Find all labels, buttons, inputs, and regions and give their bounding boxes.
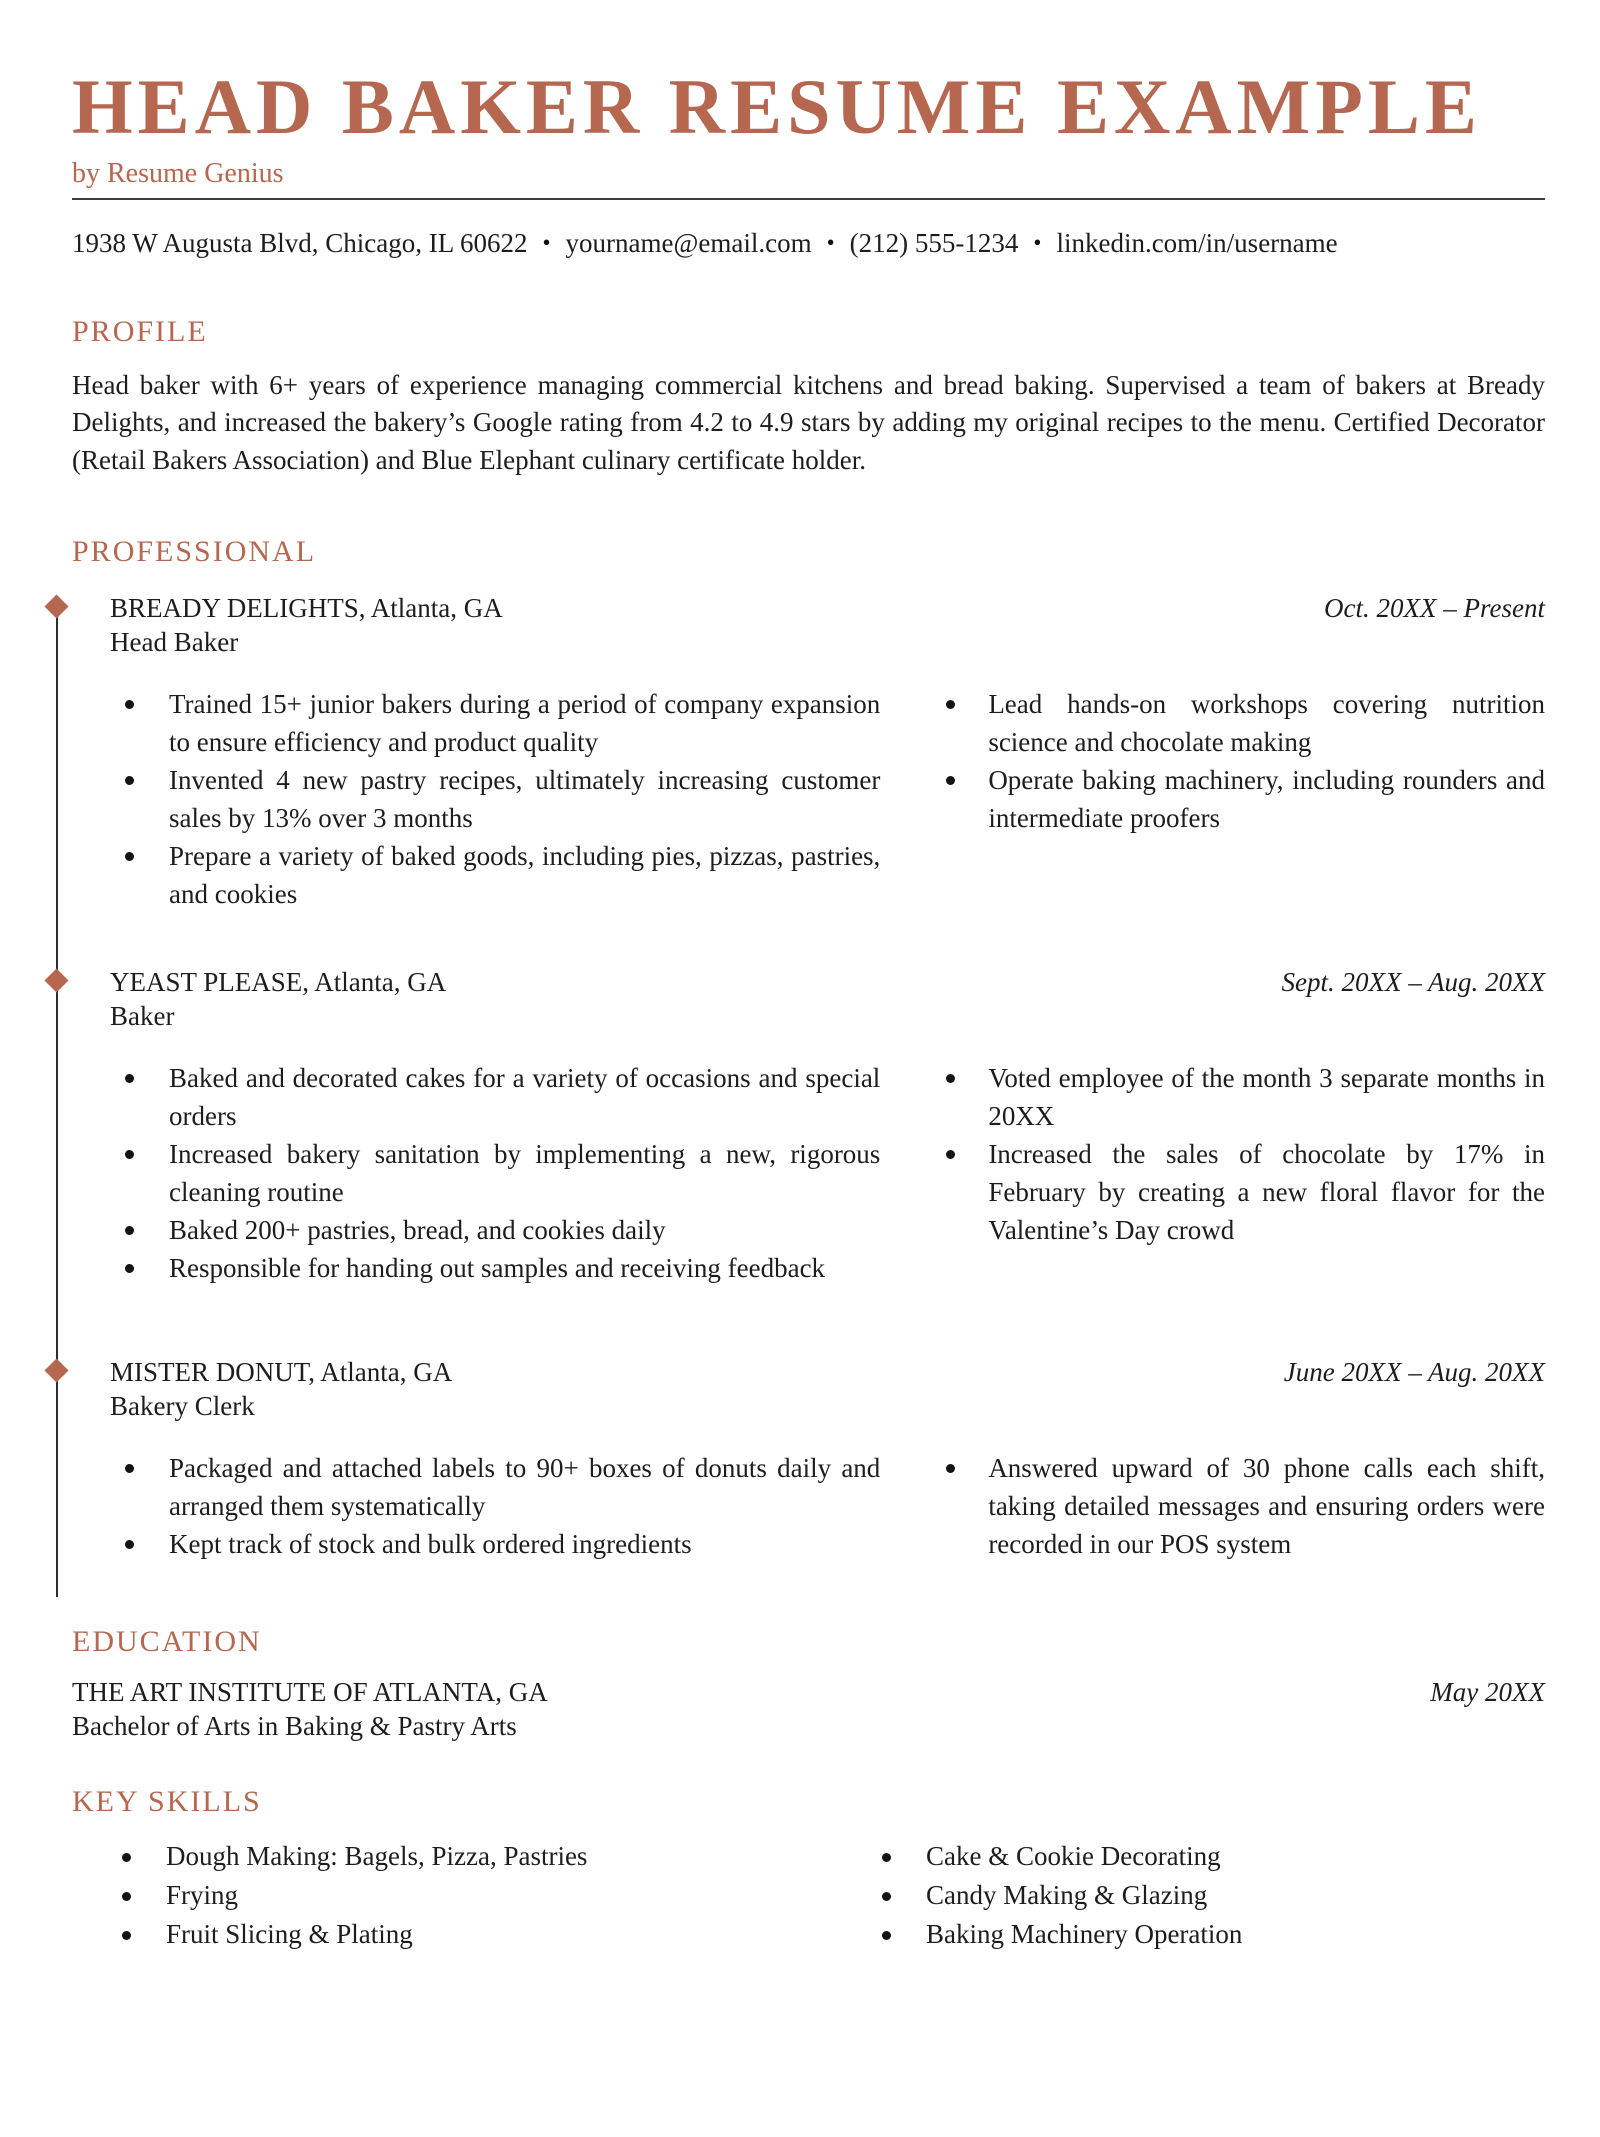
profile-summary: Head baker with 6+ years of experience managing commercial kitchens and bread baking. Supervised a team of bakers at Bready Delights, and increased the bakery’s Google rating from 4.2 to 4.9 stars by adding my original recipes to the menu. Certified Decorator (Retail Bakers Association) and Blue Elephant culinary certificate holder. [72, 369, 1545, 475]
contact-email: yourname@email.com [565, 227, 812, 258]
skills-columns [72, 1837, 1545, 1954]
job-bullets-left [110, 1449, 880, 1563]
job-bullets-right [946, 1059, 1545, 1287]
job-company: YEAST PLEASE, Atlanta, GA [110, 967, 447, 998]
job-company: BREADY DELIGHTS, Atlanta, GA [110, 593, 503, 624]
section-heading-education: EDUCATION [72, 1625, 262, 1659]
byline: by Resume Genius [72, 157, 284, 189]
job-dates: Sept. 20XX – Aug. 20XX [1281, 967, 1545, 998]
skills-left-column [72, 1837, 832, 1954]
experience-timeline [72, 591, 1545, 1597]
job-header [110, 591, 1545, 625]
contact-phone: (212) 555-1234 [849, 227, 1019, 258]
timeline-diamond-icon [44, 1359, 68, 1383]
bullet-item: Baked and decorated cakes for a variety of occasions and special orders [169, 1059, 880, 1135]
education-dates: May 20XX [1430, 1677, 1545, 1708]
timeline-diamond-icon [44, 595, 68, 619]
job-company: MISTER DONUT, Atlanta, GA [110, 1357, 453, 1388]
job-bullets-right [946, 685, 1545, 913]
education-entry [72, 1675, 1545, 1709]
bullet-item: Increased the sales of chocolate by 17% in February by creating a new floral flavor for the Valentine’s Day crowd [988, 1135, 1545, 1249]
job-bullet-columns [110, 1449, 1545, 1563]
bullet-item: Responsible for handing out samples and receiving feedback [169, 1249, 880, 1287]
section-heading-key-skills: KEY SKILLS [72, 1785, 262, 1819]
timeline-rail [56, 607, 58, 1597]
skill-item: Frying [166, 1876, 832, 1915]
contact-address: 1938 W Augusta Blvd, Chicago, IL 60622 [72, 227, 528, 258]
skill-item: Dough Making: Bagels, Pizza, Pastries [166, 1837, 832, 1876]
bullet-item: Invented 4 new pastry recipes, ultimately increasing customer sales by 13% over 3 months [169, 761, 880, 837]
resume-page [0, 63, 1600, 2137]
skill-item: Candy Making & Glazing [926, 1876, 1545, 1915]
bullet-item: Operate baking machinery, including rounders and intermediate proofers [988, 761, 1545, 837]
job-title: Head Baker [110, 627, 239, 658]
skill-item: Baking Machinery Operation [926, 1915, 1545, 1954]
job-header [110, 965, 1545, 999]
contact-linkedin: linkedin.com/in/username [1056, 227, 1338, 258]
skill-item: Cake & Cookie Decorating [926, 1837, 1545, 1876]
bullet-item: Lead hands-on workshops covering nutrition science and chocolate making [988, 685, 1545, 761]
skill-item: Fruit Slicing & Plating [166, 1915, 832, 1954]
page-title: HEAD BAKER RESUME EXAMPLE [72, 63, 1482, 150]
job-bullet-columns [110, 685, 1545, 913]
bullet-item: Voted employee of the month 3 separate months in 20XX [988, 1059, 1545, 1135]
job-entry-yeast-please [72, 965, 1545, 1287]
job-entry-mister-donut [72, 1355, 1545, 1563]
job-bullets-left [110, 1059, 880, 1287]
job-title: Bakery Clerk [110, 1391, 255, 1422]
job-header [110, 1355, 1545, 1389]
skills-right-column [832, 1837, 1545, 1954]
job-entry-bready-delights [72, 591, 1545, 913]
job-title: Baker [110, 1001, 175, 1032]
education-degree: Bachelor of Arts in Baking & Pastry Arts [72, 1711, 517, 1742]
contact-line [72, 228, 1545, 259]
contact-separator: • [826, 229, 835, 255]
job-bullet-columns [110, 1059, 1545, 1287]
bullet-item: Trained 15+ junior bakers during a period of company expansion to ensure efficiency and product quality [169, 685, 880, 761]
bullet-item: Prepare a variety of baked goods, including pies, pizzas, pastries, and cookies [169, 837, 880, 913]
bullet-item: Increased bakery sanitation by implementing a new, rigorous cleaning routine [169, 1135, 880, 1211]
section-heading-professional: PROFESSIONAL [72, 535, 317, 569]
header-divider [72, 198, 1545, 200]
bullet-item: Kept track of stock and bulk ordered ingredients [169, 1525, 880, 1563]
contact-separator: • [542, 229, 551, 255]
job-dates: Oct. 20XX – Present [1324, 593, 1545, 624]
bullet-item: Baked 200+ pastries, bread, and cookies daily [169, 1211, 880, 1249]
bullet-item: Answered upward of 30 phone calls each shift, taking detailed messages and ensuring orders were recorded in our POS system [988, 1449, 1545, 1563]
job-bullets-right [946, 1449, 1545, 1563]
contact-separator: • [1033, 229, 1042, 255]
job-dates: June 20XX – Aug. 20XX [1283, 1357, 1545, 1388]
timeline-diamond-icon [44, 969, 68, 993]
section-heading-profile: PROFILE [72, 314, 208, 348]
job-bullets-left [110, 685, 880, 913]
education-school: THE ART INSTITUTE OF ATLANTA, GA [72, 1677, 548, 1708]
bullet-item: Packaged and attached labels to 90+ boxes of donuts daily and arranged them systematically [169, 1449, 880, 1525]
